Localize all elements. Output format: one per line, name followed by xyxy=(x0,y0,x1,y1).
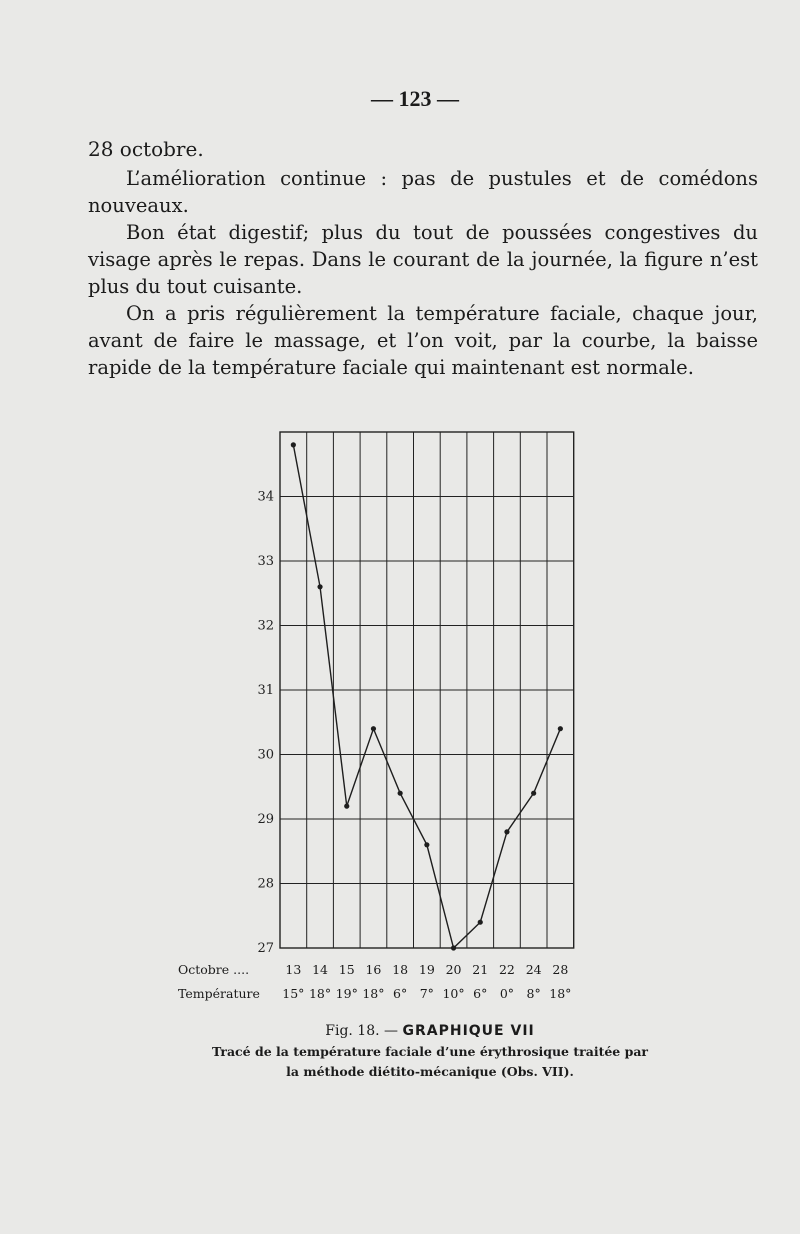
data-point xyxy=(531,791,536,796)
figure-title: GRAPHIQUE VII xyxy=(402,1023,535,1039)
temperature-label-1: 18° xyxy=(308,986,332,1001)
y-tick-label-32: 32 xyxy=(257,618,274,634)
date-label-1: 14 xyxy=(312,962,328,977)
y-tick-label-31: 31 xyxy=(257,683,274,698)
data-point xyxy=(344,804,349,809)
date-label-5: 19 xyxy=(418,962,435,977)
y-tick-label-29: 29 xyxy=(257,812,274,827)
date-row-label: Octobre .... xyxy=(178,962,250,977)
date-row xyxy=(178,962,249,977)
temperature-label-7: 6° xyxy=(473,986,488,1001)
figure-caption-line-2: la méthode diétito-mécanique (Obs. VII). xyxy=(286,1064,574,1079)
y-tick-label-27: 27 xyxy=(257,941,274,956)
temperature-label-5: 7° xyxy=(419,986,434,1001)
data-point xyxy=(504,829,509,834)
data-point xyxy=(558,726,563,731)
date-label-9: 24 xyxy=(525,962,542,977)
temperature-label-2: 19° xyxy=(335,986,358,1001)
paragraph-2: Bon état digestif; plus du tout de poussées congestives du visage après le repas. Dans le courant de la journée, la figure n’est plus du tout cuisante. xyxy=(88,221,758,298)
data-point xyxy=(398,791,403,796)
data-point xyxy=(371,726,376,731)
y-tick-label-33: 33 xyxy=(257,554,274,569)
date-label-6: 20 xyxy=(445,962,462,977)
date-label-7: 21 xyxy=(472,962,489,977)
data-point xyxy=(424,842,429,847)
y-tick-label-28: 28 xyxy=(257,876,274,892)
data-point xyxy=(451,945,456,950)
temperature-label-6: 10° xyxy=(442,986,465,1001)
temperature-label-10: 18° xyxy=(549,986,572,1001)
data-point xyxy=(291,442,296,447)
temperature-row xyxy=(178,986,260,1001)
temperature-label-8: 0° xyxy=(499,986,515,1001)
y-tick-label-30: 30 xyxy=(257,747,274,763)
date-label-3: 16 xyxy=(365,962,382,977)
date-label-0: 13 xyxy=(285,962,302,977)
figure-label: Fig. 18. xyxy=(325,1023,380,1039)
temperature-label-4: 6° xyxy=(393,986,408,1001)
temperature-label-3: 18° xyxy=(362,986,385,1001)
temperature-row-label: Température xyxy=(178,986,260,1001)
entry-date: 28 octobre. xyxy=(88,137,204,161)
temperature-label-9: 8° xyxy=(526,986,541,1001)
data-point xyxy=(317,584,322,589)
data-point xyxy=(478,920,483,925)
figure-caption-title: Fig. 18. — GRAPHIQUE VII xyxy=(325,1023,535,1039)
figure-caption-line-1: Tracé de la température faciale d’une érythrosique traitée par xyxy=(211,1044,649,1059)
paragraph-3: On a pris régulièrement la température faciale, chaque jour, avant de faire le massage, et l’on voit, par la courbe, la baisse rapide de la température faciale qui maintenant est normale. xyxy=(88,302,758,379)
date-label-2: 15 xyxy=(338,962,355,977)
page-number: — 123 — xyxy=(371,86,459,111)
date-label-8: 22 xyxy=(498,962,515,977)
y-tick-label-34: 34 xyxy=(257,489,274,505)
date-label-10: 28 xyxy=(552,962,569,977)
date-label-4: 18 xyxy=(392,962,409,977)
paragraph-1: L’amélioration continue : pas de pustules et de comédons nouveaux. xyxy=(88,167,758,217)
temperature-label-0: 15° xyxy=(282,986,305,1001)
